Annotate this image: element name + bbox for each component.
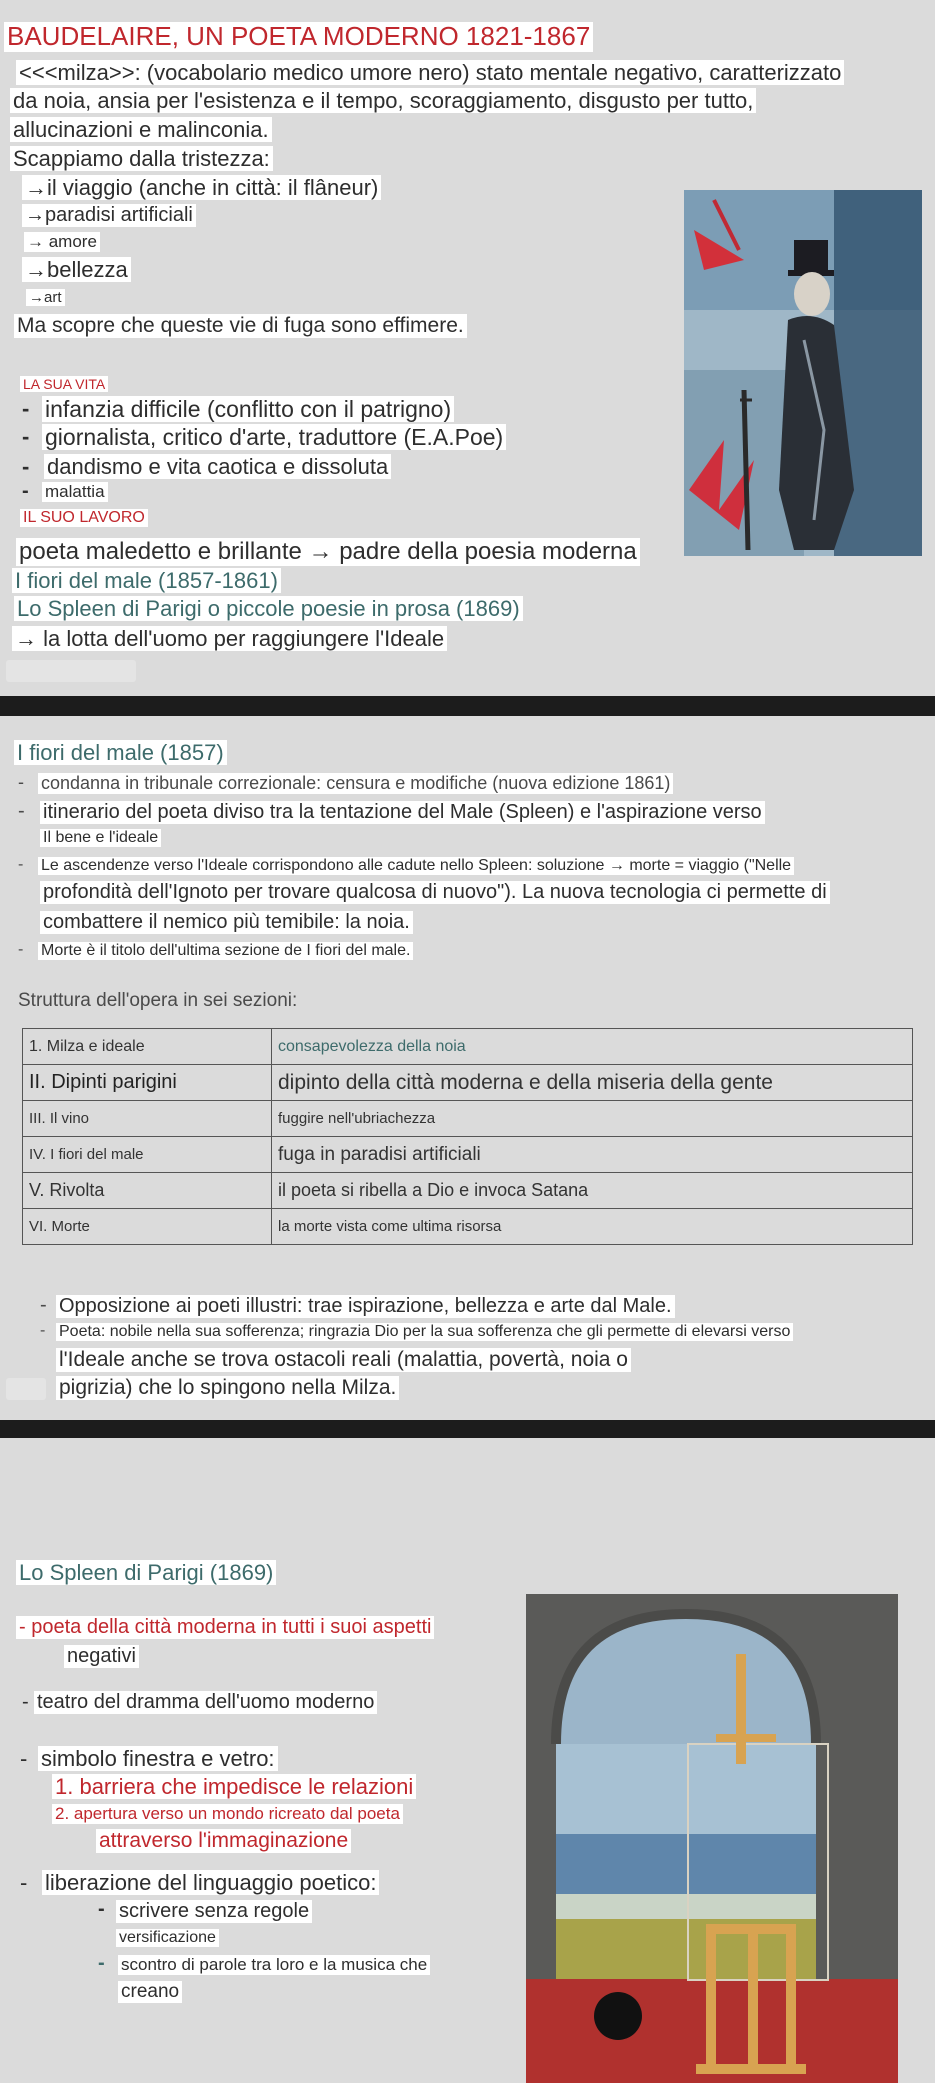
bullet-dash: -: [18, 800, 25, 822]
slide-divider: [0, 1420, 935, 1438]
escape-conclusion: Ma scopre che queste vie di fuga sono effimere.: [14, 314, 467, 338]
bullet-morte: Morte è il titolo dell'ultima sezione de I fiori del male.: [38, 942, 413, 960]
bullet-dash: -: [18, 856, 24, 873]
bullet-dash: -: [20, 1746, 28, 1771]
intro-line-2: da noia, ansia per l'esistenza e il tempo, scoraggiamento, disgusto per tutto,: [10, 88, 756, 113]
table-row: [23, 1209, 913, 1245]
life-bullet: -: [22, 454, 30, 479]
bullet-dash: -: [22, 1691, 29, 1713]
spleen-line-versification: versificazione: [116, 1929, 219, 1947]
escape-heading: Scappiamo dalla tristezza:: [10, 146, 273, 171]
bullet-dash: -: [40, 1294, 47, 1316]
after-line-poet-cont1: l'Ideale anche se trova ostacoli reali (malattia, povertà, noia o: [56, 1348, 631, 1372]
bullet-dash: -: [20, 1870, 28, 1895]
life-bullet: -: [22, 480, 29, 502]
escape-item-love: → amore: [24, 232, 100, 252]
bullet-itinerary: itinerario del poeta diviso tra la tentazione del Male (Spleen) e l'aspirazione verso: [40, 801, 765, 824]
spleen-line-negativi: negativi: [64, 1645, 139, 1668]
table-row: [23, 1173, 913, 1209]
table-row: [23, 1065, 913, 1101]
section-desc: fuggire nell'ubriachezza: [272, 1101, 913, 1137]
bullet-dash: -: [40, 1322, 46, 1339]
escape-item-art: →art: [26, 289, 65, 306]
spleen-line-liberation: liberazione del linguaggio poetico:: [42, 1870, 379, 1895]
section-name: 1. Milza e ideale: [23, 1029, 272, 1065]
life-item-illness: malattia: [42, 482, 108, 502]
watermark: [6, 1378, 46, 1400]
intro-line-1: <<<milza>>: (vocabolario medico umore nero) stato mentale negativo, caratterizzato: [16, 60, 844, 85]
watermark: [6, 660, 136, 682]
work-line-fiori-del-male: I fiori del male (1857-1861): [12, 568, 281, 593]
slide-spleen-di-parigi: [0, 1438, 935, 2083]
table-row: [23, 1029, 913, 1065]
slide-divider: [0, 696, 935, 716]
spleen-line-words-clash: scontro di parole tra loro e la musica che: [118, 1955, 430, 1975]
life-item-childhood: infanzia difficile (conflitto con il patrigno): [42, 396, 454, 422]
escape-item-artificial-paradises: →paradisi artificiali: [22, 204, 196, 227]
spleen-line-modern-city: - poeta della città moderna in tutti i suoi aspetti: [16, 1616, 434, 1639]
section-name: II. Dipinti parigini: [23, 1065, 272, 1101]
escape-item-beauty: →bellezza: [22, 257, 131, 282]
intro-line-3: allucinazioni e malinconia.: [10, 117, 272, 142]
bullet-ascendenze: Le ascendenze verso l'Ideale corrispondono alle cadute nello Spleen: soluzione → morte = viaggio ("Nelle: [38, 857, 794, 875]
sections-table: [22, 1028, 913, 1245]
life-bullet: -: [22, 424, 30, 449]
slide-baudelaire-intro: [0, 0, 935, 696]
slide2-title: I fiori del male (1857): [14, 740, 227, 765]
section-desc: dipinto della città moderna e della miseria della gente: [272, 1065, 913, 1101]
slide-fiori-del-male: [0, 716, 935, 1438]
life-item-journalist: giornalista, critico d'arte, traduttore (E.A.Poe): [42, 424, 506, 450]
section-name: IV. I fiori del male: [23, 1137, 272, 1173]
baudelaire-painting: [684, 190, 922, 556]
spleen-line-imagination: attraverso l'immaginazione: [96, 1829, 351, 1853]
escape-item-travel: →il viaggio (anche in città: il flâneur): [22, 175, 381, 200]
work-line-struggle-ideal: → la lotta dell'uomo per raggiungere l'Ideale: [12, 626, 447, 651]
spleen-line-opening: 2. apertura verso un mondo ricreato dal poeta: [52, 1804, 403, 1824]
after-line-poet-cont2: pigrizia) che lo spingono nella Milza.: [56, 1376, 399, 1400]
bullet-ascendenze-cont1: profondità dell'Ignoto per trovare qualcosa di nuovo"). La nuova tecnologia ci permette di: [40, 881, 830, 904]
after-line-opposition: Opposizione ai poeti illustri: trae ispirazione, bellezza e arte dal Male.: [56, 1295, 675, 1318]
magritte-painting: [526, 1594, 898, 2083]
spleen-line-no-rules: scrivere senza regole: [116, 1900, 312, 1923]
life-heading: LA SUA VITA: [20, 376, 108, 392]
bullet-dash: -: [98, 1898, 105, 1920]
section-name: V. Rivolta: [23, 1173, 272, 1209]
bullet-dash: -: [98, 1952, 105, 1974]
section-desc: consapevolezza della noia: [272, 1029, 913, 1065]
section-desc: fuga in paradisi artificiali: [272, 1137, 913, 1173]
slide3-title: Lo Spleen di Parigi (1869): [16, 1560, 276, 1585]
structure-heading: Struttura dell'opera in sei sezioni:: [18, 990, 298, 1011]
bullet-ascendenze-cont2: combattere il nemico più temibile: la noia.: [40, 911, 413, 934]
work-line-cursed-poet: poeta maledetto e brillante → padre della poesia moderna: [16, 538, 640, 566]
spleen-line-barrier: 1. barriera che impedisce le relazioni: [52, 1774, 416, 1799]
spleen-line-window-symbol: simbolo finestra e vetro:: [38, 1746, 278, 1771]
bullet-itinerary-cont: Il bene e l'ideale: [40, 829, 161, 847]
work-line-spleen-di-parigi: Lo Spleen di Parigi o piccole poesie in prosa (1869): [14, 596, 523, 621]
section-desc: il poeta si ribella a Dio e invoca Satana: [272, 1173, 913, 1209]
life-item-dandyism: dandismo e vita caotica e dissoluta: [44, 454, 391, 479]
life-bullet: -: [22, 396, 30, 421]
section-name: VI. Morte: [23, 1209, 272, 1245]
table-row: [23, 1137, 913, 1173]
spleen-line-theatre: teatro del dramma dell'uomo moderno: [34, 1691, 377, 1714]
section-desc: la morte vista come ultima risorsa: [272, 1209, 913, 1245]
bullet-tribunal: condanna in tribunale correzionale: censura e modifiche (nuova edizione 1861): [38, 773, 673, 794]
spleen-line-creano: creano: [118, 1981, 182, 2003]
slide1-title: BAUDELAIRE, UN POETA MODERNO 1821-1867: [4, 22, 593, 52]
after-line-poet: Poeta: nobile nella sua sofferenza; ringrazia Dio per la sua sofferenza che gli permette di elevarsi verso: [56, 1323, 793, 1341]
bullet-dash: -: [18, 941, 24, 958]
table-row: [23, 1101, 913, 1137]
section-name: III. Il vino: [23, 1101, 272, 1137]
work-heading: IL SUO LAVORO: [20, 509, 148, 527]
bullet-dash: -: [18, 772, 24, 792]
